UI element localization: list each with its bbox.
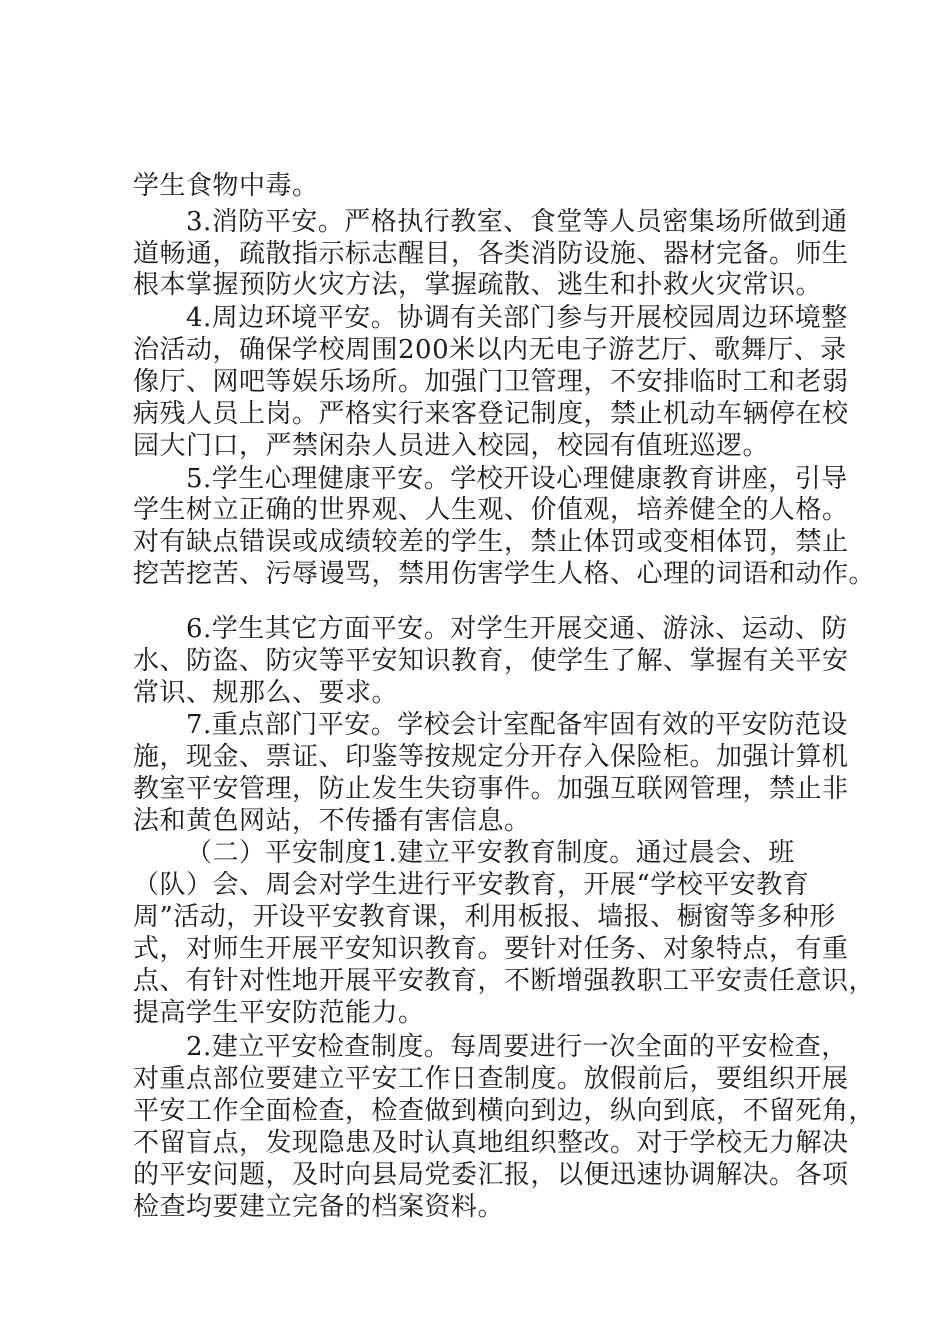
text-line: 式，对师生开展平安知识教育。要针对任务、对象特点，有重 [133,934,849,964]
text-line: 根本掌握预防火灾方法，掌握疏散、逃生和扑救火灾常识。 [133,270,823,300]
text-line: 法和黄色网站，不传播有害信息。 [133,806,531,836]
text-line: 水、防盗、防灾等平安知识教育，使学生了解、掌握有关平安 [133,646,849,676]
text-line: 常识、规那么、要求。 [133,678,399,708]
text-line: 的平安问题，及时向县局党委汇报，以便迅速协调解决。各项 [133,1160,849,1190]
text-line: 4.周边环境平安。协调有关部门参与开展校园周边环境整 [186,303,848,333]
text-line: 对重点部位要建立平安工作日查制度。放假前后，要组织开展 [133,1064,849,1094]
text-line: 学生食物中毒。 [133,171,319,201]
text-line: 2.建立平安检查制度。每周要进行一次全面的平安检查， [186,1032,848,1062]
text-line: 对有缺点错误或成绩较差的学生，禁止体罚或变相体罚，禁止 [133,527,849,557]
text-line: 3.消防平安。严格执行教室、食堂等人员密集场所做到通 [186,207,848,237]
text-line: 园大门口，严禁闲杂人员进入校园，校园有值班巡逻。 [133,431,770,461]
text-line: 5.学生心理健康平安。学校开设心理健康教育讲座，引导 [186,464,848,494]
text-line: 周”活动，开设平安教育课，利用板报、墙报、橱窗等多种形 [133,902,836,932]
text-line: 像厅、网吧等娱乐场所。加强门卫管理，不安排临时工和老弱 [133,367,849,397]
text-line: 治活动，确保学校周围200米以内无电子游艺厅、歌舞厅、录 [133,335,847,365]
text-line: 施，现金、票证、印鉴等按规定分开存入保险柜。加强计算机 [133,742,849,772]
text-line: 7.重点部门平安。学校会计室配备牢固有效的平安防范设 [186,710,848,740]
text-line: 学生树立正确的世界观、人生观、价值观，培养健全的人格。 [133,495,849,525]
text-line: 挖苦挖苦、污辱谩骂，禁用伤害学生人格、心理的词语和动作。 [133,559,876,589]
text-line: 病残人员上岗。严格实行来客登记制度，禁止机动车辆停在校 [133,399,849,429]
text-line: 平安工作全面检查，检查做到横向到边，纵向到底，不留死角， [133,1096,876,1126]
text-line: 6.学生其它方面平安。对学生开展交通、游泳、运动、防 [186,614,848,644]
text-line: 不留盲点，发现隐患及时认真地组织整改。对于学校无力解决 [133,1128,849,1158]
text-line: （队）会、周会对学生进行平安教育，开展“学校平安教育 [133,870,810,900]
text-line: 道畅通，疏散指示标志醒目，各类消防设施、器材完备。师生 [133,239,849,269]
text-line: 教室平安管理，防止发生失窃事件。加强互联网管理，禁止非 [133,774,849,804]
text-line: 检查均要建立完备的档案资料。 [133,1192,505,1222]
text-line: 点、有针对性地开展平安教育，不断增强教职工平安责任意识， [133,966,876,996]
text-line: 提高学生平安防范能力。 [133,998,425,1028]
section-heading-line: （二）平安制度1.建立平安教育制度。通过晨会、班 [186,838,795,868]
